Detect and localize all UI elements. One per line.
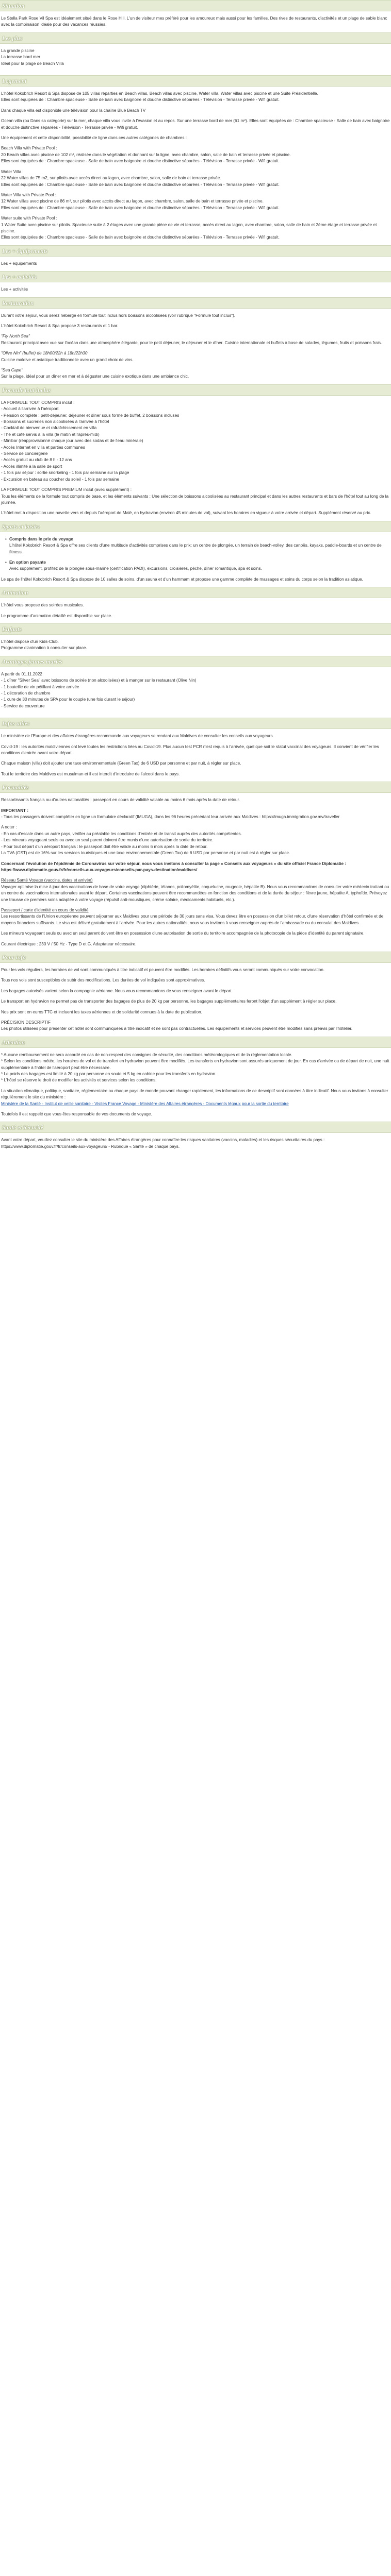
section-title-situation: Situation [0,0,391,11]
info-text: Covid-19 : les autorités maldiviennes ont levé toutes les restrictions liées au Covid-19. Plus aucun test PCR n'est requis à l'arrivée, quel que soit le statut vaccinal des voyageurs. Il convient de vérifier les conditions d'entrée avant votre départ. [1,744,379,756]
attention-links [1,1101,390,1107]
formule-intro: LA FORMULE TOUT COMPRIS inclut : [1,400,75,405]
formule-item: - Boissons et sucreries non alcoolisées à l'arrivée à l'hôtel [1,419,109,425]
formule-item: - Accès gratuit au club de 8 h - 12 ans [1,457,72,463]
section-title-sante: Santé et Sécurité [0,1122,391,1133]
vols-text: Le transport en hydravion ne permet pas de transporter des bagages de plus de 20 kg par personne, les bagages supplémentaires feront l'objet d'un supplément à régler sur place. [1,999,337,1004]
restaurant-description: Restaurant principal avec vue sur l'océan dans une atmosphère élégante, pour le petit déjeuner, le déjeuner et le dîner. Cuisine internationale et buffets à base de salades, légumes, fruits et poissons frais. [1,340,382,345]
section-title-activites: Les + activités [0,271,391,282]
section-title-formalites: Formalités [0,782,391,793]
formalites-health-text: Voyager optimise la mise à jour des vaccinations de base de votre voyage (diphtérie, tétanos, poliomyélite, coqueluche, rougeole, hépatite B). Nous vous recommandons de consulter votre médecin traitant ou un centre de vaccinations internationales avant le départ. Certaines vaccinations peuvent être recommandées en fonction des conditions et de la durée du séjour : fièvre jaune, hépatite A, typhoïde. Prévoyez une trousse de premiers soins adaptée à votre voyage (répulsif anti-moustiques, crème solaire, médicaments habituels, etc.). [1,884,389,902]
sports-paid [5,560,390,572]
vols-precision-title: PRÉCISION DESCRIPTIF [1,1020,51,1025]
hotel-description-page [0,0,391,1154]
section-restauration [0,313,391,380]
attention-text: * Aucune remboursement ne sera accordé en cas de non-respect des consignes de sécurité, des conditions météorologiques et de la réglementation locale. [1,1052,292,1057]
enfants-program: Programme d'animation à consulter sur place. [1,646,87,651]
formalites-note: - Les mineurs voyageant seuls ou avec un seul parent doivent être munis d'une autorisation de sortie du territoire. [1,838,214,843]
avantages-line: - 1 bouteille de vin pétillant à votre arrivée [1,684,79,689]
vols-text: Les bagages autorisés varient selon la compagnie aérienne. Nous vous recommandons de vous renseigner avant le départ. [1,988,233,993]
water-villa-equipment: Elles sont équipées de : Chambre spacieuse - Salle de bain avec baignoire et douche distinctive séparées - Télévision - Terrasse privée - Wifi gratuit. [1,182,280,187]
section-vols [0,967,391,1032]
ocean-villa-text: Ocean villa (ou Dans sa catégorie) sur la mer, chaque villa vous invite à l'évasion et au repos. Sur une terrasse bord de mer (61 m²). Elles sont équipées de : Chambre spacieuse - Salle de bain avec baignoire et douche distinctive séparées - Télévision - Terrasse privée - Wifi gratuit. [1,118,390,130]
formule-premium-intro: LA FORMULE TOUT COMPRIS PREMIUM inclut (avec supplément) : [1,487,132,493]
water-villa-pool-heading: Water Villa with Private Pool : [1,192,56,197]
water-suite-heading: Water suite with Private Pool : [1,216,57,221]
plus-item: La grande piscine [1,48,35,53]
restaurant-name: "Olive Nin" (buffet) de 18h00/22h à 18h/22h30 [1,351,88,356]
formule-item: - Minibar (réapprovisionné chaque jour avec des sodas et de l'eau minérale) [1,438,143,444]
beach-villa-pool-text: 20 Beach villas avec piscine de 102 m², réalisée dans le végétation et donnant sur la ligne, avec chambre, salon, salle de bain et terrasse privée et piscine. [1,152,291,157]
restaurant-name: "Sea Cape" [1,368,23,372]
sports-paid-title: • En option payante [9,560,46,565]
enfants-text: L'hôtel dispose d'un Kids-Club. [1,639,59,644]
formalites-intro: Ressortissants français ou d'autres nationalités : passeport en cours de validité valable au moins 6 mois après la date de retour. [1,798,240,803]
transfer-note: L'hôtel met à disposition une navette vers et depuis l'aéroport de Malé, en hydravion (environ 45 minutes de vol), suivant les horaires en vigueur à votre arrivée et départ. Supplément réservé au prix. [1,511,371,516]
section-equipements [0,261,391,267]
vols-text: Pour les vols réguliers, les horaires de vol sont communiqués à titre indicatif et peuvent être modifiés. Les horaires définitifs vous seront communiqués sur votre convocation. [1,967,325,972]
section-sports [0,536,391,583]
section-title-enfants: Enfants [0,623,391,635]
formule-item: - Thé et café servis à la villa (le matin et l'après-midi) [1,432,100,437]
animation-text: L'hôtel vous propose des soirées musicales. [1,603,84,608]
avantages-line: - 1 décoration de chambre [1,691,51,696]
section-avantages [0,671,391,714]
section-activites [0,286,391,293]
formule-item: - Accès Internet en villa et parties communes [1,445,85,450]
section-title-formule: Formule tout inclus [0,384,391,396]
sante-text: Avant votre départ, veuillez consulter le site du ministère des Affaires étrangères pour connaître les risques sanitaires (vaccins, maladies) et les risques sécuritaires du pays : https://www.diplomatie.gouv.fr/fr/conseils-aux-voyageurs/ - Rubrique « Santé » de chaque pays. [1,1138,325,1149]
formule-item: - Service de conciergerie [1,451,48,456]
beach-villa-pool-heading: Beach Villa with Private Pool : [1,146,57,151]
info-text: Tout le territoire des Maldives est musulman et il est interdit d'introduire de l'alcool dans le pays. [1,771,180,776]
vols-text: Tous nos vols sont susceptibles de subir des modifications. Les durées de vol indiquées sont approximatives. [1,978,205,983]
section-title-equipements: Les + équipements [0,245,391,257]
logement-intro: L'hôtel Kokobrich Resort & Spa dispose de 105 villas réparties en Beach villas, Beach villas avec piscine, Water villa, Water villas avec piscine et une Suite Présidentielle. [1,91,318,96]
section-logement [0,91,391,241]
water-villa-text: 22 Water villas de 75 m2, sur pilotis avec accès direct au lagon, avec chambre, salon, salle de bain et terrasse privée. [1,176,221,181]
water-suite-equipment: Elles sont équipées de : Chambre spacieuse - Salle de bain avec baignoire et douche distinctive séparées - Télévision - Terrasse privée - Wifi gratuit. [1,235,280,240]
water-suite-text: 1 Water Suite avec piscine sur pilotis. Spacieuse suite à 2 étages avec une grande pièce de vie et terrasse, accès direct au lagon, avec chambre, salon, salle de bain et 2ème étage et terrasse privée et piscine. [1,222,377,233]
formule-premium-text: Tous les éléments de la formule tout compris de base, et les éléments suivants : Une sélection de boissons alcoolisées au restaurant principal et dans les autres restaurants et bars de l'hôtel tout au long de la journée. [1,494,389,505]
water-villa-heading: Water Villa : [1,169,24,174]
section-title-plus: Les plus [0,32,391,44]
activites-text: Les + activités [1,287,28,292]
restauration-count: L'hôtel Kokobrich Resort & Spa propose 3 restaurants et 1 bar. [1,323,119,328]
section-info [0,733,391,777]
section-title-vols: Pour info [0,952,391,963]
situation-text: Le Stella Park Rose Vil Spa est idéalement situé dans le Rose Hill. L'un de visiteur mes préféré pour les amoureux mais aussi pour les familles. Des rives de restaurants, d'activités et un plage de sable blanc avec la combinaison idéale pour des vacances réussies. [1,16,387,27]
avantages-line: - 1 dîner "Silver Sea" avec boissons de soirée (non alcoolisées) et à manger sur le restaurant (Olive Nin) [1,678,197,683]
formalites-tax: La TVA (GST) est de 16% sur les services touristiques et une taxe environnementale (Green Tax) de 6 USD par personne et par nuit est à régler sur place. [1,851,290,856]
restauration-intro: Durant votre séjour, vous serez hébergé en formule tout inclus hors boissons alcoolisées (voir rubrique "Formule tout inclus"). [1,313,236,318]
attention-text: * L'hôtel se réserve le droit de modifier les activités et services selon les conditions. [1,1078,157,1083]
vols-precision-text: Les photos utilisées pour présenter cet hôtel sont communiquées à titre indicatif et ne sont pas contractuelles. Les équipements et services peuvent être modifiés sans préavis par l'hôtelier. [1,1026,353,1031]
formalites-note: - En cas d'escale dans un autre pays, vérifier au préalable les conditions d'entrée et de transit auprès des autorités compétentes. [1,831,242,836]
restaurant-description: Sur la plage, idéal pour un dîner en mer et à déguster une cuisine exotique dans une ambiance chic. [1,374,189,379]
formalites-important-label: IMPORTANT : [1,808,29,813]
info-text: Chaque maison (villa) doit ajouter une taxe environnementale (Green Tax) de 6 USD par personne et par nuit, à régler sur place. [1,761,241,766]
info-text: Le ministère de l'Europe et des affaires étrangères recommande aux voyageurs se rendant aux Maldives de consulter les conseils aux voyageurs. [1,734,274,739]
avantages-line: - Service de couverture [1,703,45,708]
restaurant-name: "Fly North Sea" [1,334,30,339]
formule-item: - Accès illimité à la salle de sport [1,464,62,469]
formalites-electric: Courant électrique : 230 V / 50 Hz - Type D et G. Adaptateur nécessaire. [1,941,137,946]
formalites-note: - Pour tout départ d'un aéroport français : le passeport doit être valide au moins 6 mois après la date de retour. [1,844,208,849]
section-title-attention: Attention [0,1037,391,1048]
formalites-minors: Les mineurs voyageant seuls ou avec un seul parent doivent être en possession d'une autorisation de sortie du territoire accompagnée de la photocopie de la pièce d'identité du parent signataire. [1,931,365,936]
section-formule [0,400,391,517]
spa-text: Le spa de l'hôtel Kokobrich Resort & Spa dispose de 10 salles de soins, d'un sauna et d'un hammam et propose une gamme complète de massages et soins du corps selon la tradition asiatique. [1,577,363,582]
plus-item: Idéal pour la plage de Beach Villa [1,61,64,66]
sports-included-text: L'hôtel Kokobrich Resort & Spa offre ses clients d'une multitude d'activités comprises dans le prix: un centre de plongée, un terrain de beach-volley, des canoës, kayaks, paddle-boards et un centre de fitness. [9,543,382,554]
formalites-covid: Concernant l'évolution de l'épidémie de Coronavirus sur votre séjour, nous vous invitons à consulter la page « Conseils aux voyageurs » du site officiel France Diplomatie : https://www.diplomatie.gouv.fr/fr/conseils-aux-voyageurs/conseils-par-pays-destination/maldives/ [1,861,347,872]
sports-included-title: • Compris dans le prix du voyage [9,536,73,541]
attention-text: Toutefois il est rappelé que vous êtes responsable de vos documents de voyage. [1,1112,152,1117]
formule-item: - 1 fois par séjour : sortie snorkeling - 1 fois par semaine sur la plage [1,470,129,476]
restaurant-description: Cuisine maldive et asiatique traditionnelle avec un grand choix de vins. [1,357,134,362]
formalites-imuga: - Tous les passagers doivent compléter en ligne un formulaire déclaratif (IMUGA), dans les 96 heures précédant leur arrivée aux Maldives : https://imuga.immigration.gov.mv/traveller [1,815,340,820]
formalites-passport-text: Les ressortissants de l'Union européenne peuvent séjourner aux Maldives pour une période de 30 jours sans visa. Vous devez être en possession d'un billet retour, d'une réservation d'hôtel confirmée et de moyens financiers suffisants. Le visa est délivré gratuitement à l'arrivée. Pour les autres nationalités, nous vous invitons à vous renseigner auprès de l'ambassade ou du consulat des Maldives. [1,914,384,925]
formalites-note-label: A noter : [1,825,17,830]
sports-included [5,536,390,555]
vols-text: Nos prix sont en euros TTC et incluent les taxes aériennes et de solidarité connues à la date de publication. [1,1009,202,1014]
formule-item: - Cocktail de bienvenue et rafraîchissement en villa [1,426,97,431]
section-title-logement: Logement [0,75,391,87]
attention-text: * Selon les conditions météo, les horaires de vol et de transfert en hydravion peuvent être modifiés. Les transferts en hydravion sont assurés uniquement de jour. En cas d'arrivée ou de départ de nuit, une nuit supplémentaire à l'hôtel de l'aéroport peut être nécessaire. [1,1059,389,1070]
formalites-passport-title: Passeport / carte d'identité en cours de validité [1,907,89,912]
section-title-sports: Sports et loisirs [0,521,391,532]
plus-item: La terrasse bord mer [1,55,40,60]
animation-program: Le programme d'animation détaillé est disponible sur place. [1,613,112,618]
formule-item: - Excursion en bateau au coucher du soleil - 1 fois par semaine [1,477,119,482]
water-villa-pool-equipment: Elles sont équipées de : Chambre spacieuse - Salle de bain avec baignoire et douche distinctive séparées - Télévision - Terrasse privée - Wifi gratuit. [1,205,280,210]
formalites-health-title: Réseau Santé Voyage (vaccins, dates et arrivée) [1,878,93,883]
logement-availability: Une équipement et cette disponibilité, possibilité de ligne dans ces autres catégories de chambres : [1,135,187,141]
avantages-line: - 1 cure de 30 minutes de SPA pour le couple (une fois durant le séjour) [1,697,135,702]
section-situation [0,15,391,28]
section-sante [0,1137,391,1150]
section-attention [0,1052,391,1118]
sports-paid-text: Avec supplément, profitez de la plongée sous-marine (certification PADI), excursions, croisières, pêche, dîner romantique, spa et soins. [9,566,262,571]
attention-text: La situation climatique, politique, sanitaire, réglementaire ou chaque pays de monde pouvant changer rapidement, les informations de ce descriptif sont données à titre indicatif. Nous vous invitons à consulter régulièrement le site du ministère : [1,1088,388,1100]
attention-text: * Le poids des bagages est limité à 20 kg par personne en soute et 5 kg en cabine pour les transferts en hydravion. [1,1072,217,1077]
section-title-animation: Animation [0,587,391,598]
section-title-info: Infos utiles [0,718,391,729]
sports-list [5,536,390,572]
water-villa-pool-text: 12 Water villas avec piscine de 86 m², sur pilotis avec accès direct au lagon, avec chambre, salon, salle de bain et terrasse privée et piscine. [1,199,264,204]
formule-item: - Accueil à l'arrivée à l'aéroport [1,406,59,412]
section-animation [0,602,391,619]
official-links[interactable]: Ministère de la Santé - Institut de veille sanitaire - Visites France Voyage - Ministère des Affaires étrangères - Documents légaux pour la sortie du territoire [1,1101,289,1106]
beach-villa-pool-equipment: Elles sont équipées de : Chambre spacieuse - Salle de bain avec baignoire et douche distinctive séparées - Télévision - Terrasse privée - Wifi gratuit. [1,159,280,164]
section-enfants [0,639,391,652]
avantages-line: A partir du 01.11.2022 [1,671,42,676]
logement-tv: Dans chaque villa est disponible une télévision pour la chaîne Blue Beach TV [1,108,146,113]
logement-equipment: Elles sont équipées de : Chambre spacieuse - Salle de bain avec baignoire et douche distinctive séparées - Télévision - Terrasse privée - Wifi gratuit. [1,97,280,103]
section-title-restauration: Restauration [0,297,391,309]
section-title-avantages: Avantages jeunes mariés [0,656,391,667]
equipements-text: Les + équipements [1,261,37,266]
section-plus [0,48,391,71]
formule-item: - Pension complète : petit-déjeuner, déjeuner et dîner sous forme de buffet, 2 boissons incluses [1,413,180,418]
section-formalites [0,797,391,947]
